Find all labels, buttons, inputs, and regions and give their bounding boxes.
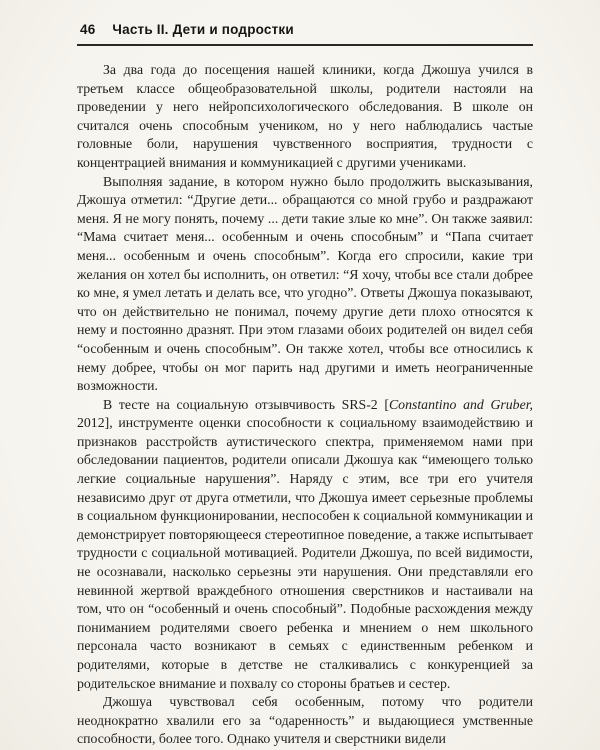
paragraph-text: В тесте на социальную отзывчивость SRS-2 [ (103, 396, 389, 412)
paragraph-text: Джошуа чувствовал себя особенным, потому что родители неоднократно хвалили его за “одаренность” и выдающиеся умственные способности, более того. Однако учителя и сверстники видели (77, 694, 533, 747)
page-number: 46 (80, 22, 96, 37)
citation-authors: Constantino and Gruber, (388, 396, 533, 412)
header-divider (77, 44, 533, 46)
paragraph-text: Выполняя задание, в котором нужно было продолжить высказывания, Джошуа отметил: “Другие дети... обращаются со мной грубо и раздражают меня. Я не могу понять, почему ... дети такие злые ко мне”. Он также заявил: “Мама считает меня... особенным и очень способным” и “Папа считает меня... особенным и очень способным”. Когда его спросили, какие три желания он хотел бы исполнить, он ответил: “Я хочу, чтобы все стали добрее ко мне, я умел летать и делать все, что угодно”. Ответы Джошуа показывают, что он действительно не понимал, почему другие дети плохо относятся к нему и постоянно дразнят. При этом глазами обоих родителей он видел себя “особенным и очень способным”. Он также хотел, чтобы все относились к нему добрее, чтобы он мог парить над другими и иметь неограниченные возможности. (77, 173, 533, 394)
paragraph-text: За два года до посещения нашей клиники, когда Джошуа учился в третьем классе общеобразовательной школы, родители настояли на проведении у него нейропсихологического обследования. В школе он считался очень способным учеником, но у него наблюдались частые головные боли, нарушения чувственного восприятия, трудности с концентрацией внимания и коммуникацией с другими учениками. (77, 62, 533, 170)
paragraph (77, 396, 533, 694)
chapter-title: Часть II. Дети и подростки (112, 22, 294, 37)
paragraph (77, 61, 533, 173)
paragraph-text: 2012], инструменте оценки способности к социальному взаимодействию и признаков расстройств аутистического спектра, применяемом нами при обследовании пациентов, родители описали Джошуа как “имеющего только легкие социальные нарушения”. Наряду с этим, все три его учителя независимо друг от друга отметили, что Джошуа имеет серьезные проблемы в социальном функционировании, неспособен к социальной коммуникации и демонстрирует повторяющееся стереотипное поведение, а также испытывает трудности с социальной мотивацией. Родители Джошуа, по всей видимости, не осознавали, насколько серьезны эти нарушения. Они представляли его невинной жертвой враждебного отношения сверстников и настаивали на том, что он “особенный и очень способный”. Подобные расхождения между пониманием родителями своего ребенка и мнением о нем школьного персонала часто возникают в семьях с единственным ребенком и родителями, которые в детстве не сталкивались с конкуренцией за родительское внимание и похвалу со стороны братьев и сестер. (77, 415, 533, 691)
paragraph (77, 693, 533, 749)
paragraph (77, 173, 533, 396)
running-head (77, 22, 533, 37)
page-body (77, 61, 533, 749)
